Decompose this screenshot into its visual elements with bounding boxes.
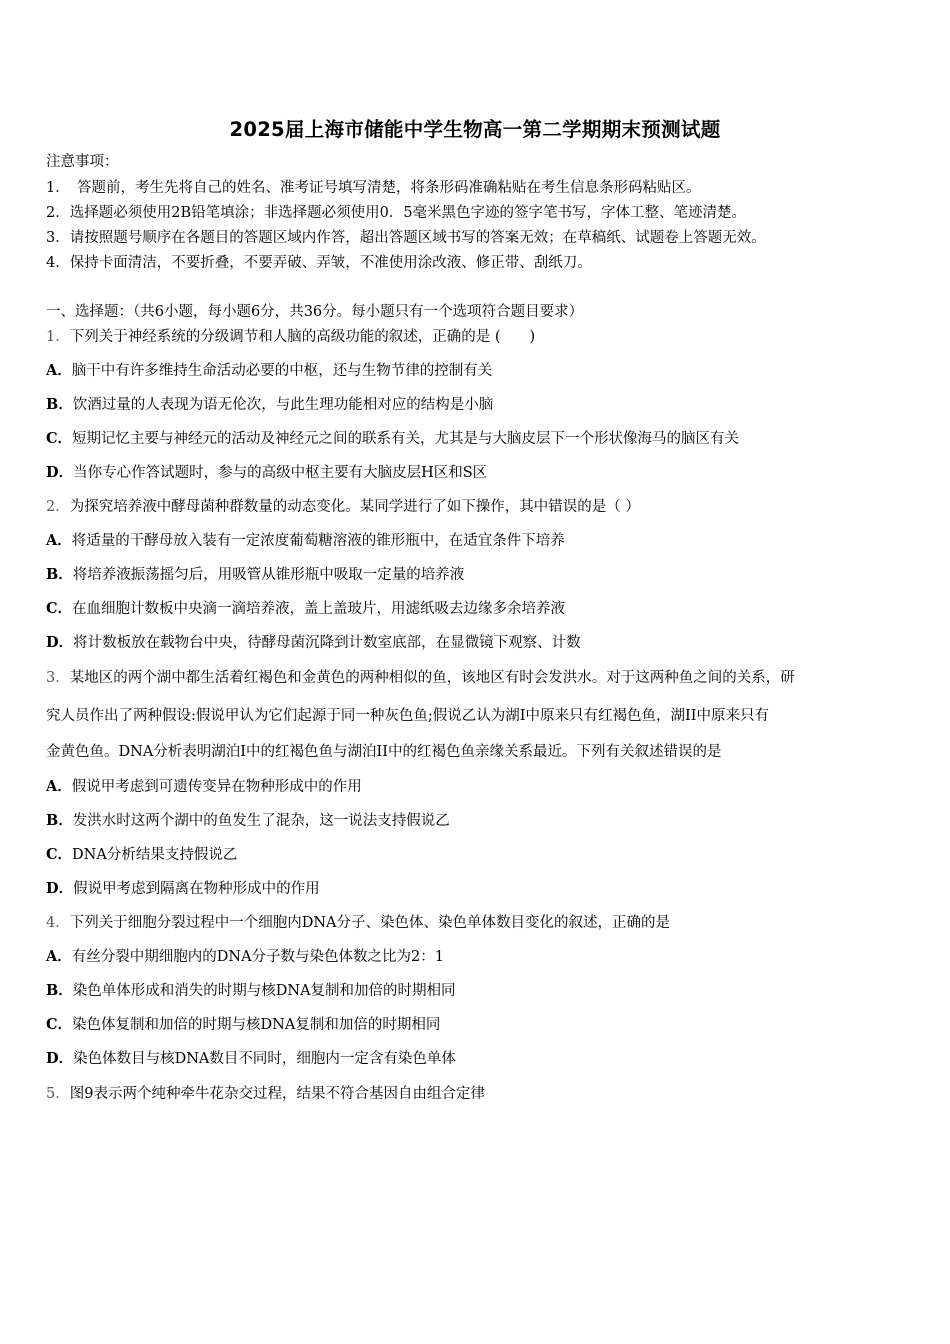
question-number: 2． (46, 499, 70, 515)
notice-item: 2．选择题必须使用2B铅笔填涂；非选择题必须使用0．5毫米黑色字迹的签字笔书写，字体工整、笔迹清楚。 (46, 205, 747, 221)
question-number: 3． (46, 670, 70, 686)
option-text: 染色体数目与核DNA数目不同时，细胞内一定含有染色单体 (73, 1051, 456, 1067)
option-label: C． (46, 600, 73, 617)
option-item (46, 845, 237, 865)
option-text: 饮酒过量的人表现为语无伦次，与此生理功能相对应的结构是小脑 (72, 397, 494, 413)
option-item (46, 981, 456, 1001)
option-label: A． (46, 532, 72, 549)
option-text: 脑干中有许多维持生命活动必要的中枢，还与生物节律的控制有关 (71, 363, 493, 379)
option-item (46, 777, 362, 797)
option-item (46, 879, 320, 899)
question-number: 4． (46, 915, 70, 931)
option-label: C． (46, 430, 73, 447)
page-title: 2025届上海市储能中学生物高一第二学期期末预测试题 (229, 118, 721, 141)
option-text: 短期记忆主要与神经元的活动及神经元之间的联系有关，尤其是与大脑皮层下一个形状像海马的脑区有关 (72, 431, 740, 447)
option-item (46, 531, 565, 551)
option-label: A． (46, 948, 72, 965)
option-item (46, 565, 464, 585)
option-item (46, 395, 493, 415)
option-text: 染色单体形成和消失的时期与核DNA复制和加倍的时期相同 (72, 983, 456, 999)
question-text: 下列关于细胞分裂过程中一个细胞内DNA分子、染色体、染色单体数目变化的叙述，正确的是 (69, 915, 671, 931)
option-item (46, 633, 581, 653)
option-item (46, 599, 565, 619)
notice-item: 3．请按照题号顺序在各题目的答题区域内作答，超出答题区域书写的答案无效；在草稿纸、试题卷上答题无效。 (46, 230, 766, 246)
option-text: DNA分析结果支持假说乙 (72, 847, 238, 863)
option-label: A． (46, 362, 72, 379)
option-text: 发洪水时这两个湖中的鱼发生了混杂，这一说法支持假说乙 (72, 813, 450, 829)
question-number: 5． (46, 1086, 70, 1102)
option-label: B． (46, 566, 73, 583)
option-item (46, 947, 444, 967)
option-label: B． (46, 396, 73, 413)
option-text: 将培养液振荡摇匀后，用吸管从锥形瓶中吸取一定量的培养液 (72, 567, 465, 583)
question-stem (46, 497, 640, 517)
option-label: D． (46, 634, 74, 651)
option-label: B． (46, 812, 73, 829)
question-number: 1． (46, 329, 70, 345)
option-label: D． (46, 1050, 74, 1067)
section-heading: 一、选择题：（共6小题，每小题6分，共36分。每小题只有一个选项符合题目要求） (46, 304, 584, 320)
question-text-continued: 究人员作出了两种假设:假说甲认为它们起源于同一种灰色鱼;假说乙认为湖I中原来只有红褐色鱼，湖II中原来只有 (46, 708, 769, 724)
option-text: 假说甲考虑到可遗传变异在物种形成中的作用 (71, 779, 362, 795)
question-stem (46, 327, 535, 347)
option-label: D． (46, 880, 74, 897)
option-text: 染色体复制和加倍的时期与核DNA复制和加倍的时期相同 (72, 1017, 441, 1033)
question-text: 下列关于神经系统的分级调节和人脑的高级功能的叙述，正确的是 ( ) (69, 329, 536, 345)
question-text: 某地区的两个湖中都生活着红褐色和金黄色的两种相似的鱼，该地区有时会发洪水。对于这两种鱼之间的关系，研 (69, 670, 795, 686)
notice-item: 4．保持卡面清洁，不要折叠，不要弄破、弄皱，不准使用涂改液、修正带、刮纸刀。 (46, 255, 592, 271)
option-label: C． (46, 846, 73, 863)
notice-heading: 注意事项： (46, 154, 119, 170)
option-text: 当你专心作答试题时，参与的高级中枢主要有大脑皮层H区和S区 (73, 465, 488, 481)
question-text: 图9表示两个纯种牵牛花杂交过程，结果不符合基因自由组合定律 (69, 1086, 485, 1102)
option-item (46, 429, 739, 449)
option-label: C． (46, 1016, 73, 1033)
question-stem (46, 668, 795, 688)
question-text-continued: 金黄色鱼。DNA分析表明湖泊Ⅰ中的红褐色鱼与湖泊II中的红褐色鱼亲缘关系最近。下列有关叙述错误的是 (46, 744, 722, 760)
question-stem (46, 1084, 485, 1104)
question-stem (46, 913, 670, 933)
option-label: D． (46, 464, 74, 481)
option-text: 将适量的干酵母放入装有一定浓度葡萄糖溶液的锥形瓶中，在适宜条件下培养 (71, 533, 565, 549)
notice-item: 1． 答题前，考生先将自己的姓名、准考证号填写清楚，将条形码准确粘贴在考生信息条形码粘贴区。 (46, 180, 701, 196)
option-label: B． (46, 982, 73, 999)
option-label: A． (46, 778, 72, 795)
option-text: 假说甲考虑到隔离在物种形成中的作用 (73, 881, 320, 897)
option-text: 在血细胞计数板中央滴一滴培养液，盖上盖玻片，用滤纸吸去边缘多余培养液 (72, 601, 566, 617)
option-text: 将计数板放在载物台中央，待酵母菌沉降到计数室底部，在显微镜下观察、计数 (73, 635, 581, 651)
option-text: 有丝分裂中期细胞内的DNA分子数与染色体数之比为2：1 (71, 949, 444, 965)
option-item (46, 463, 487, 483)
option-item (46, 361, 492, 381)
option-item (46, 811, 450, 831)
option-item (46, 1049, 456, 1069)
question-text: 为探究培养液中酵母菌种群数量的动态变化。某同学进行了如下操作，其中错误的是（ ） (69, 499, 640, 515)
option-item (46, 1015, 440, 1035)
